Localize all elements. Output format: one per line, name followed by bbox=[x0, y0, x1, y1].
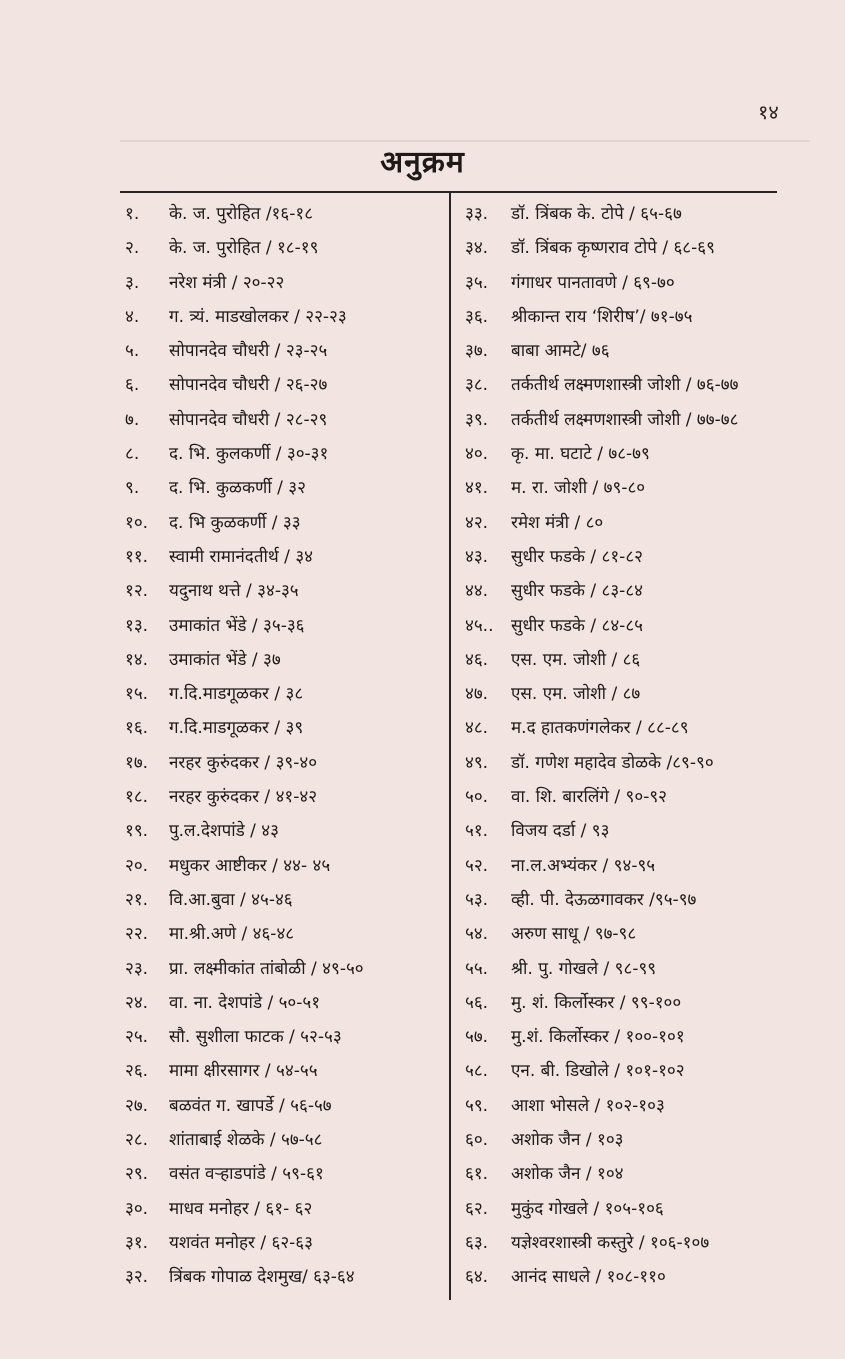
toc-entry-text: नरेश मंत्री / २०-२२ bbox=[169, 272, 285, 293]
page-number: १४ bbox=[758, 100, 779, 124]
toc-entry bbox=[125, 437, 443, 471]
toc-entry-number: ५०. bbox=[465, 787, 489, 808]
toc-entry bbox=[125, 506, 443, 540]
toc-entry-number: ५६. bbox=[465, 992, 489, 1013]
toc-entry bbox=[125, 883, 443, 917]
toc-entry bbox=[465, 506, 785, 540]
toc-entry-number: ५८. bbox=[465, 1061, 489, 1082]
toc-entry-number: ४२. bbox=[465, 512, 489, 533]
toc-entry bbox=[465, 1260, 785, 1294]
toc-entry-text: तर्कतीर्थ लक्ष्मणशास्त्री जोशी / ७७-७८ bbox=[511, 409, 739, 430]
toc-entry bbox=[125, 711, 443, 745]
toc-entry-number: ८. bbox=[125, 444, 140, 465]
toc-entry-text: कृ. मा. घटाटे / ७८-७९ bbox=[511, 444, 650, 465]
toc-entry-number: ३१. bbox=[125, 1232, 149, 1253]
toc-entry bbox=[465, 780, 785, 814]
toc-entry bbox=[125, 1089, 443, 1123]
toc-entry bbox=[465, 574, 785, 608]
toc-entry-text: मा.श्री.अणे / ४६-४८ bbox=[169, 924, 295, 945]
toc-entry-number: ६१. bbox=[465, 1164, 489, 1185]
toc-entry-text: तर्कतीर्थ लक्ष्मणशास्त्री जोशी / ७६-७७ bbox=[511, 375, 739, 396]
toc-entry-number: ३७. bbox=[465, 341, 489, 362]
toc-entry-text: डॉ. गणेश महादेव डोळके /८९-९० bbox=[511, 752, 714, 773]
toc-entry-number: २९. bbox=[125, 1164, 149, 1185]
toc-entry-number: ३८. bbox=[465, 375, 489, 396]
toc-entry-text: माधव मनोहर / ६१- ६२ bbox=[169, 1198, 313, 1219]
toc-entry bbox=[125, 1054, 443, 1088]
toc-entry bbox=[125, 643, 443, 677]
toc-entry bbox=[125, 1226, 443, 1260]
toc-entry-text: उमाकांत भेंडे / ३७ bbox=[169, 649, 281, 670]
toc-entry bbox=[465, 814, 785, 848]
column-divider bbox=[449, 193, 451, 1300]
toc-entry-number: २२. bbox=[125, 924, 149, 945]
toc-entry-text: प्रा. लक्ष्मीकांत तांबोळी / ४९-५० bbox=[169, 958, 364, 979]
toc-entry-text: सोपानदेव चौधरी / २८-२९ bbox=[169, 409, 328, 430]
toc-entry bbox=[465, 266, 785, 300]
toc-entry bbox=[125, 403, 443, 437]
toc-entry-text: के. ज. पुरोहित / १८-१९ bbox=[169, 238, 319, 259]
toc-entry bbox=[465, 746, 785, 780]
toc-entry-text: द. भि. कुलकर्णी / ३०-३१ bbox=[169, 444, 329, 465]
toc-entry bbox=[465, 1089, 785, 1123]
toc-entry bbox=[465, 711, 785, 745]
toc-entry-text: डॉ. त्रिंबक के. टोपे / ६५-६७ bbox=[511, 204, 682, 224]
toc-entry bbox=[465, 197, 785, 231]
toc-entry-number: २८. bbox=[125, 1130, 149, 1151]
toc-entry-text: यदुनाथ थत्ते / ३४-३५ bbox=[169, 581, 299, 602]
toc-entry-text: बळवंत ग. खापर्डे / ५६-५७ bbox=[169, 1095, 332, 1116]
toc-entry-text: बाबा आमटे/ ७६ bbox=[511, 341, 610, 362]
toc-entry-number: ५५. bbox=[465, 958, 489, 979]
toc-entry-text: म.द हातकणंगलेकर / ८८-८९ bbox=[511, 718, 689, 739]
toc-entry-number: ३४. bbox=[465, 238, 489, 259]
toc-entry bbox=[465, 403, 785, 437]
toc-entry-text: मुकुंद गोखले / १०५-१०६ bbox=[511, 1198, 664, 1219]
toc-entry-text: मामा क्षीरसागर / ५४-५५ bbox=[169, 1061, 318, 1082]
toc-entry bbox=[125, 677, 443, 711]
toc-entry-text: नरहर कुरुंदकर / ३९-४० bbox=[169, 752, 318, 773]
toc-entry bbox=[125, 814, 443, 848]
toc-entry-text: अशोक जैन / १०४ bbox=[511, 1164, 624, 1185]
toc-entry-number: १६. bbox=[125, 718, 149, 739]
toc-entry-number: ५. bbox=[125, 341, 140, 362]
toc-entry bbox=[465, 300, 785, 334]
toc-entry-number: ३२. bbox=[125, 1267, 149, 1288]
toc-entry-number: ६. bbox=[125, 375, 140, 396]
toc-entry-text: वि.आ.बुवा / ४५-४६ bbox=[169, 889, 293, 910]
toc-entry bbox=[125, 986, 443, 1020]
page-title: अनुक्रम bbox=[380, 145, 465, 180]
toc-entry-text: श्री. पु. गोखले / ९८-९९ bbox=[511, 958, 657, 979]
toc-entry-text: वा. शि. बारलिंगे / ९०-९२ bbox=[511, 787, 668, 808]
toc-entry bbox=[465, 677, 785, 711]
toc-entry bbox=[125, 197, 443, 231]
toc-entry-number: ९. bbox=[125, 478, 140, 499]
toc-entry-text: त्रिंबक गोपाळ देशमुख/ ६३-६४ bbox=[169, 1267, 355, 1288]
toc-entry-number: ५२. bbox=[465, 855, 489, 876]
toc-entry-number: १. bbox=[125, 204, 140, 224]
toc-entry bbox=[465, 917, 785, 951]
toc-entry-text: सुधीर फडके / ८३-८४ bbox=[511, 581, 643, 602]
toc-left-column bbox=[125, 197, 443, 1295]
toc-entry-text: एन. बी. डिखोले / १०१-१०२ bbox=[511, 1061, 685, 1082]
toc-entry-number: ४. bbox=[125, 306, 140, 327]
toc-entry-number: ४३. bbox=[465, 546, 489, 567]
toc-entry-text: यशवंत मनोहर / ६२-६३ bbox=[169, 1232, 313, 1253]
toc-entry-number: ५७. bbox=[465, 1027, 489, 1048]
toc-entry-text: आनंद साधले / १०८-११० bbox=[511, 1267, 666, 1288]
toc-entry-text: मु. शं. किर्लोस्कर / ९९-१०० bbox=[511, 992, 682, 1013]
toc-entry bbox=[125, 952, 443, 986]
toc-entry bbox=[125, 334, 443, 368]
toc-entry-number: ४५.. bbox=[465, 615, 494, 636]
toc-entry-number: ६२. bbox=[465, 1198, 489, 1219]
toc-entry bbox=[465, 849, 785, 883]
toc-entry bbox=[125, 540, 443, 574]
toc-entry-text: शांताबाई शेळके / ५७-५८ bbox=[169, 1130, 323, 1151]
toc-entry-number: १७. bbox=[125, 752, 149, 773]
toc-entry-number: ६०. bbox=[465, 1130, 489, 1151]
toc-entry bbox=[125, 368, 443, 402]
toc-entry-text: व्ही. पी. देऊळगावकर /९५-९७ bbox=[511, 889, 697, 910]
toc-entry bbox=[125, 917, 443, 951]
toc-entry bbox=[125, 746, 443, 780]
toc-entry-number: १५. bbox=[125, 684, 149, 705]
toc-entry-number: २५. bbox=[125, 1027, 149, 1048]
toc-entry bbox=[125, 1020, 443, 1054]
toc-entry bbox=[125, 1123, 443, 1157]
toc-entry-text: ग. त्र्यं. माडखोलकर / २२-२३ bbox=[169, 306, 347, 327]
toc-entry-number: २६. bbox=[125, 1061, 149, 1082]
toc-entry-text: एस. एम. जोशी / ८७ bbox=[511, 684, 641, 705]
toc-entry-number: ४९. bbox=[465, 752, 489, 773]
toc-entry-text: सोपानदेव चौधरी / २३-२५ bbox=[169, 341, 328, 362]
toc-entry-number: १२. bbox=[125, 581, 149, 602]
toc-entry-text: उमाकांत भेंडे / ३५-३६ bbox=[169, 615, 305, 636]
toc-entry-number: ६३. bbox=[465, 1232, 489, 1253]
toc-entry bbox=[465, 334, 785, 368]
toc-entry-number: २. bbox=[125, 238, 140, 259]
toc-entry bbox=[465, 471, 785, 505]
toc-entry-number: १०. bbox=[125, 512, 149, 533]
toc-entry-number: ४०. bbox=[465, 444, 489, 465]
toc-entry-text: एस. एम. जोशी / ८६ bbox=[511, 649, 641, 670]
toc-entry-number: ५१. bbox=[465, 821, 489, 842]
toc-entry-text: सोपानदेव चौधरी / २६-२७ bbox=[169, 375, 328, 396]
toc-entry-text: सुधीर फडके / ८४-८५ bbox=[511, 615, 643, 636]
toc-entry bbox=[125, 1260, 443, 1294]
toc-entry-text: ग.दि.माडगूळकर / ३८ bbox=[169, 684, 304, 705]
toc-entry-number: १४. bbox=[125, 649, 149, 670]
toc-entry-number: ५३. bbox=[465, 889, 489, 910]
toc-entry-text: वा. ना. देशपांडे / ५०-५१ bbox=[169, 992, 321, 1013]
toc-entry-number: ३३. bbox=[465, 204, 489, 224]
toc-entry bbox=[125, 300, 443, 334]
toc-entry-text: के. ज. पुरोहित /१६-१८ bbox=[169, 204, 314, 224]
toc-entry bbox=[465, 883, 785, 917]
toc-entry-text: विजय दर्डा / ९३ bbox=[511, 821, 610, 842]
toc-entry-number: ४६. bbox=[465, 649, 489, 670]
toc-entry-number: २७. bbox=[125, 1095, 149, 1116]
toc-entry-number: २३. bbox=[125, 958, 149, 979]
toc-entry bbox=[125, 574, 443, 608]
toc-entry-number: ११. bbox=[125, 546, 149, 567]
toc-entry-text: रमेश मंत्री / ८० bbox=[511, 512, 604, 533]
toc-entry bbox=[465, 1157, 785, 1191]
toc-entry bbox=[125, 1192, 443, 1226]
toc-entry bbox=[465, 643, 785, 677]
toc-entry-number: ३५. bbox=[465, 272, 489, 293]
toc-entry-number: २०. bbox=[125, 855, 149, 876]
toc-entry bbox=[465, 368, 785, 402]
toc-entry-text: श्रीकान्त राय ‘शिरीष’/ ७१-७५ bbox=[511, 306, 693, 327]
toc-entry-text: नरहर कुरुंदकर / ४१-४२ bbox=[169, 787, 318, 808]
toc-entry-text: द. भि कुळकर्णी / ३३ bbox=[169, 512, 301, 533]
toc-entry-text: मधुकर आष्टीकर / ४४- ४५ bbox=[169, 855, 331, 876]
toc-entry-text: यज्ञेश्वरशास्त्री कस्तुरे / १०६-१०७ bbox=[511, 1232, 710, 1253]
toc-entry-text: ना.ल.अभ्यंकर / ९४-९५ bbox=[511, 855, 656, 876]
toc-entry-text: अशोक जैन / १०३ bbox=[511, 1130, 624, 1151]
toc-entry-number: ३. bbox=[125, 272, 140, 293]
toc-entry bbox=[465, 1192, 785, 1226]
toc-entry bbox=[465, 986, 785, 1020]
toc-entry-text: अरुण साधू / ९७-९८ bbox=[511, 924, 637, 945]
toc-entry-text: मु.शं. किर्लोस्कर / १००-१०१ bbox=[511, 1027, 685, 1048]
toc-entry-number: ५९. bbox=[465, 1095, 489, 1116]
toc-entry bbox=[465, 1123, 785, 1157]
toc-entry-text: द. भि. कुळकर्णी / ३२ bbox=[169, 478, 306, 499]
toc-entry bbox=[465, 609, 785, 643]
toc-entry-text: आशा भोसले / १०२-१०३ bbox=[511, 1095, 665, 1116]
toc-right-column bbox=[465, 197, 785, 1295]
toc-entry-number: २१. bbox=[125, 889, 149, 910]
toc-entry bbox=[125, 1157, 443, 1191]
toc-entry-text: ग.दि.माडगूळकर / ३९ bbox=[169, 718, 304, 739]
toc-entry-number: १३. bbox=[125, 615, 149, 636]
toc-entry-number: १९. bbox=[125, 821, 149, 842]
toc-entry-number: ४७. bbox=[465, 684, 489, 705]
toc-entry-number: ४४. bbox=[465, 581, 489, 602]
toc-entry-number: ५४. bbox=[465, 924, 489, 945]
toc-entry-number: ४८. bbox=[465, 718, 489, 739]
toc-entry-number: ४१. bbox=[465, 478, 489, 499]
toc-entry-number: ७. bbox=[125, 409, 140, 430]
toc-entry bbox=[125, 609, 443, 643]
toc-entry-text: सौ. सुशीला फाटक / ५२-५३ bbox=[169, 1027, 342, 1048]
toc-entry-text: गंगाधर पानतावणे / ६९-७० bbox=[511, 272, 675, 293]
toc-entry-number: ३६. bbox=[465, 306, 489, 327]
toc-entry-number: १८. bbox=[125, 787, 149, 808]
toc-entry-text: वसंत वऱ्हाडपांडे / ५९-६१ bbox=[169, 1164, 324, 1185]
toc-entry bbox=[125, 471, 443, 505]
toc-entry-text: म. रा. जोशी / ७९-८० bbox=[511, 478, 646, 499]
toc-entry bbox=[465, 1020, 785, 1054]
toc-entry bbox=[125, 231, 443, 265]
toc-entry-number: ६४. bbox=[465, 1267, 489, 1288]
toc-entry-text: पु.ल.देशपांडे / ४३ bbox=[169, 821, 279, 842]
toc-entry bbox=[465, 1054, 785, 1088]
toc-entry bbox=[125, 266, 443, 300]
toc-entry bbox=[465, 1226, 785, 1260]
toc-entry-text: स्वामी रामानंदतीर्थ / ३४ bbox=[169, 546, 313, 567]
toc-entry bbox=[465, 437, 785, 471]
toc-entry bbox=[125, 780, 443, 814]
toc-entry bbox=[125, 849, 443, 883]
toc-entry bbox=[465, 540, 785, 574]
toc-entry-text: डॉ. त्रिंबक कृष्णराव टोपे / ६८-६९ bbox=[511, 238, 715, 259]
toc-entry-number: २४. bbox=[125, 992, 149, 1013]
toc-entry-number: ३०. bbox=[125, 1198, 149, 1219]
toc-entry bbox=[465, 231, 785, 265]
toc-entry-number: ३९. bbox=[465, 409, 489, 430]
toc-entry bbox=[465, 952, 785, 986]
toc-entry-text: सुधीर फडके / ८१-८२ bbox=[511, 546, 643, 567]
